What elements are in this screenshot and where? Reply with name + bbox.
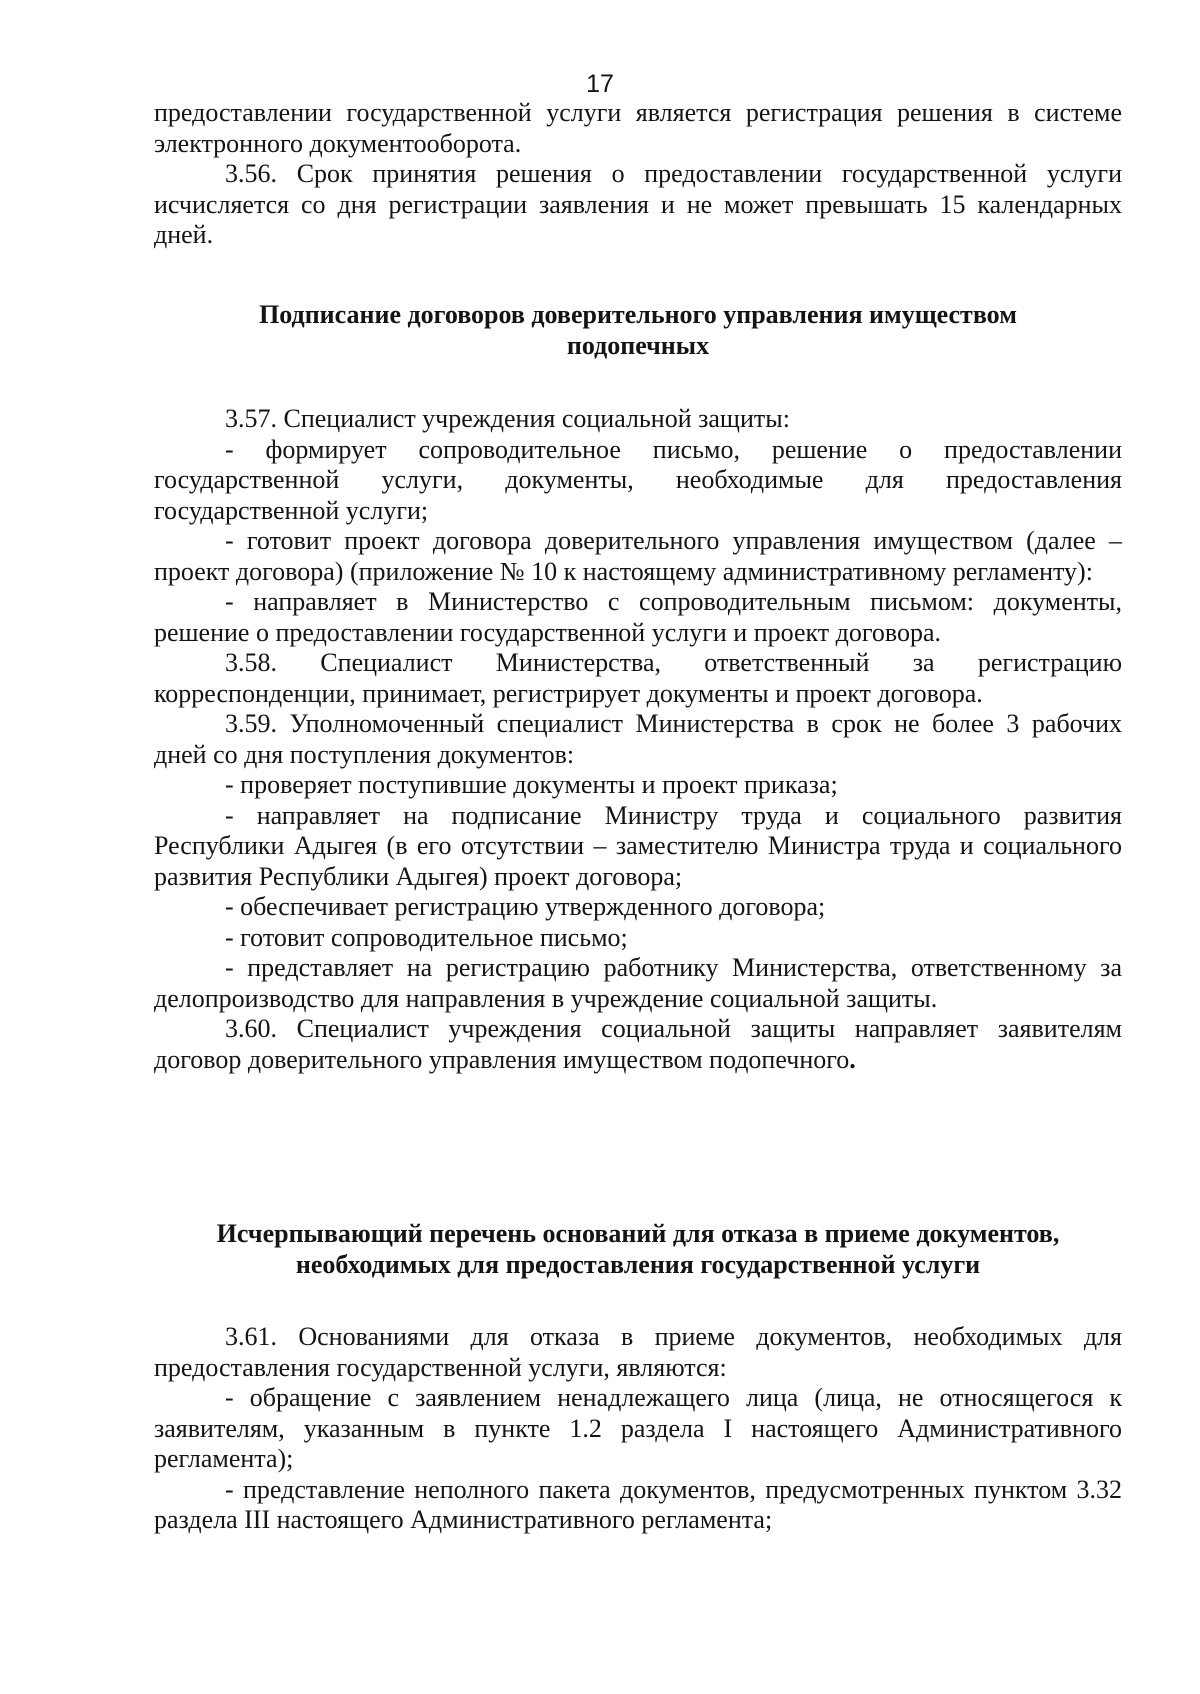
section-body	[154, 1322, 1122, 1536]
paragraph: - формирует сопроводительное письмо, решение о предоставлении государственной услуги, документы, необходимые для предоставления государственной услуги;	[154, 434, 1122, 525]
paragraph: - представляет на регистрацию работнику Министерства, ответственному за делопроизводство для направления в учреждение социальной защиты.	[154, 953, 1122, 1013]
paragraph: - направляет в Министерство с сопроводительным письмом: документы, решение о предоставлении государственной услуги и проект договора.	[154, 587, 1122, 647]
paragraph: 3.58. Специалист Министерства, ответственный за регистрацию корреспонденции, принимает, регистрирует документы и проект договора.	[154, 648, 1122, 708]
paragraph: - направляет на подписание Министру труда и социального развития Республики Адыгея (в его отсутствии – заместителю Министра труда и социального развития Республики Адыгея) проект договора;	[154, 800, 1122, 891]
paragraph: 3.59. Уполномоченный специалист Министерства в срок не более 3 рабочих дней со дня поступления документов:	[154, 709, 1122, 769]
heading-line: Исчерпывающий перечень оснований для отказа в приеме документов,	[216, 1219, 1060, 1248]
section-heading	[154, 300, 1122, 361]
top-text-block	[154, 98, 1122, 251]
heading-line: подопечных	[566, 330, 710, 360]
heading-line: Подписание договоров доверительного управления имуществом	[259, 300, 1017, 329]
paragraph: - готовит сопроводительное письмо;	[225, 922, 628, 952]
paragraph: 3.56. Срок принятия решения о предоставлении государственной услуги исчисляется со дня регистрации заявления и не может превышать 15 календарных дней.	[154, 159, 1122, 249]
paragraph: - представление неполного пакета документов, предусмотренных пунктом 3.32 раздела III настоящего Административного регламента;	[154, 1474, 1122, 1534]
paragraph-text: 3.60. Специалист учреждения социальной защиты направляет заявителям договор доверительного управления имуществом подопечного	[154, 1014, 1122, 1074]
section-body	[154, 404, 1122, 1075]
paragraph: предоставлении государственной услуги является регистрация решения в системе электронного документооборота.	[154, 98, 1122, 158]
paragraph-end-mark: .	[849, 1044, 856, 1074]
paragraph: - готовит проект договора доверительного управления имуществом (далее – проект договора) (приложение № 10 к настоящему административному регламенту):	[154, 526, 1122, 586]
paragraph: - проверяет поступившие документы и проект приказа;	[225, 770, 838, 799]
paragraph	[154, 1014, 1122, 1075]
paragraph: - обеспечивает регистрацию утвержденного договора;	[225, 892, 826, 921]
paragraph: 3.61. Основаниями для отказа в приеме документов, необходимых для предоставления государственной услуги, являются:	[154, 1322, 1122, 1382]
paragraph: - обращение с заявлением ненадлежащего лица (лица, не относящегося к заявителям, указанным в пункте 1.2 раздела I настоящего Административного регламента);	[154, 1383, 1122, 1473]
paragraph: 3.57. Специалист учреждения социальной защиты:	[225, 404, 790, 433]
section-heading	[154, 1219, 1122, 1280]
page-number: 17	[586, 70, 614, 98]
heading-line: необходимых для предоставления государственной услуги	[295, 1249, 981, 1279]
